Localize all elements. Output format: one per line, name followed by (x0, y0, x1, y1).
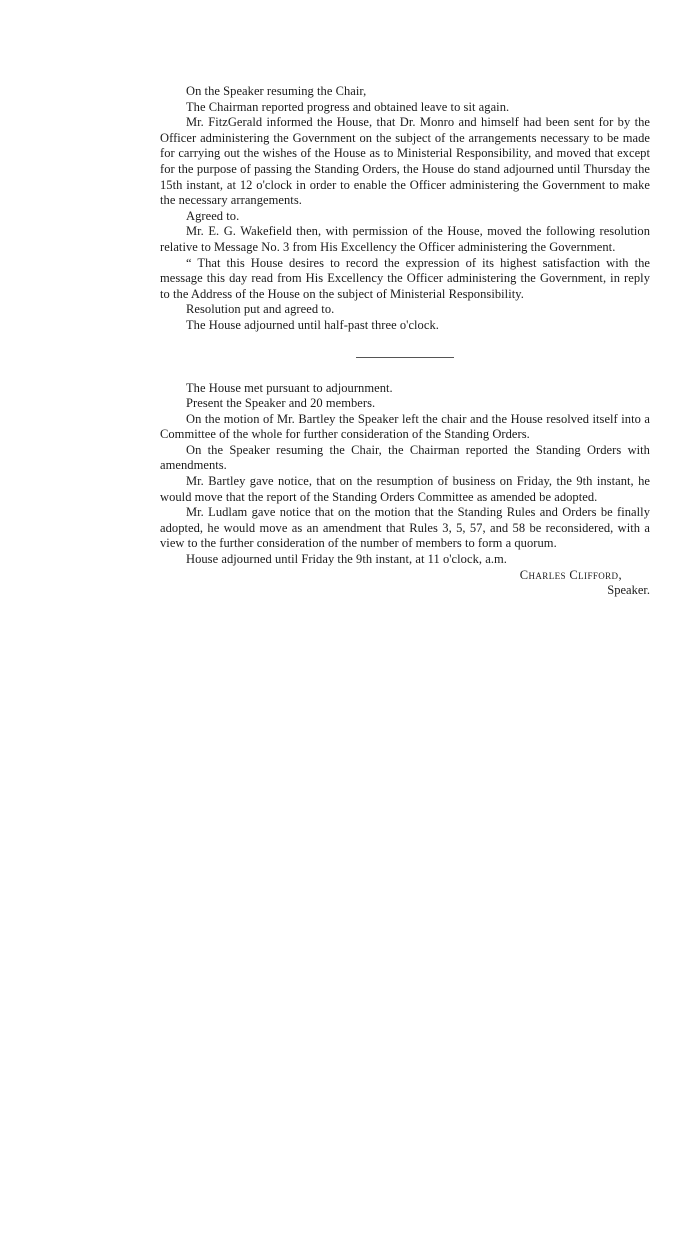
paragraph: The Chairman reported progress and obtained leave to sit again. (186, 99, 510, 114)
paragraph: Present the Speaker and 20 members. (186, 396, 376, 411)
paragraph: On the motion of Mr. Bartley the Speaker left the chair and the House resolved itself into a Committee of the whole for further consideration of the Standing Orders. (160, 411, 650, 442)
section-afternoon-sitting (160, 381, 650, 568)
paragraph: Agreed to. (186, 208, 240, 223)
paragraph: The House adjourned until half-past three o'clock. (186, 317, 439, 332)
paragraph: House adjourned until Friday the 9th instant, at 11 o'clock, a.m. (186, 552, 507, 567)
signatory-name: Charles Clifford, (519, 567, 622, 582)
paragraph: On the Speaker resuming the Chair, the Chairman reported the Standing Orders with amendments. (160, 442, 650, 473)
paragraph: “ That this House desires to record the expression of its highest satisfaction with the message this day read from His Excellency the Officer administering the Government, in reply to the Address of the House on the subject of Ministerial Responsibility. (160, 255, 650, 301)
section-morning-sitting (160, 84, 650, 334)
paragraph: Mr. FitzGerald informed the House, that Dr. Monro and himself had been sent for by the Officer administering the Government on the subject of the arrangements necessary to be made for carrying out the wishes of the House as to Ministerial Responsibility, and moved that except for the purpose of passing the Standing Orders, the House do stand adjourned until Thursday the 15th instant, at 12 o'clock in order to enable the Officer administering the Government to make the necessary arrangements. (160, 115, 650, 208)
paragraph: The House met pursuant to adjournment. (186, 380, 393, 395)
paragraph: Mr. Bartley gave notice, that on the resumption of business on Friday, the 9th instant, he would move that the report of the Standing Orders Committee as amended be adopted. (160, 474, 650, 504)
signatory-title: Speaker. (607, 583, 650, 598)
paragraph: Mr. E. G. Wakefield then, with permission of the House, moved the following resolution relative to Message No. 3 from His Excellency the Officer administering the Government. (160, 224, 650, 254)
paragraph: On the Speaker resuming the Chair, (186, 84, 367, 98)
journal-page (160, 84, 650, 599)
section-divider (356, 357, 454, 358)
paragraph: Mr. Ludlam gave notice that on the motion that the Standing Rules and Orders be finally adopted, he would move as an amendment that Rules 3, 5, 57, and 58 be reconsidered, with a view to the further consideration of the number of members to form a quorum. (160, 505, 650, 551)
signature-block (160, 568, 650, 599)
paragraph: Resolution put and agreed to. (186, 302, 335, 317)
